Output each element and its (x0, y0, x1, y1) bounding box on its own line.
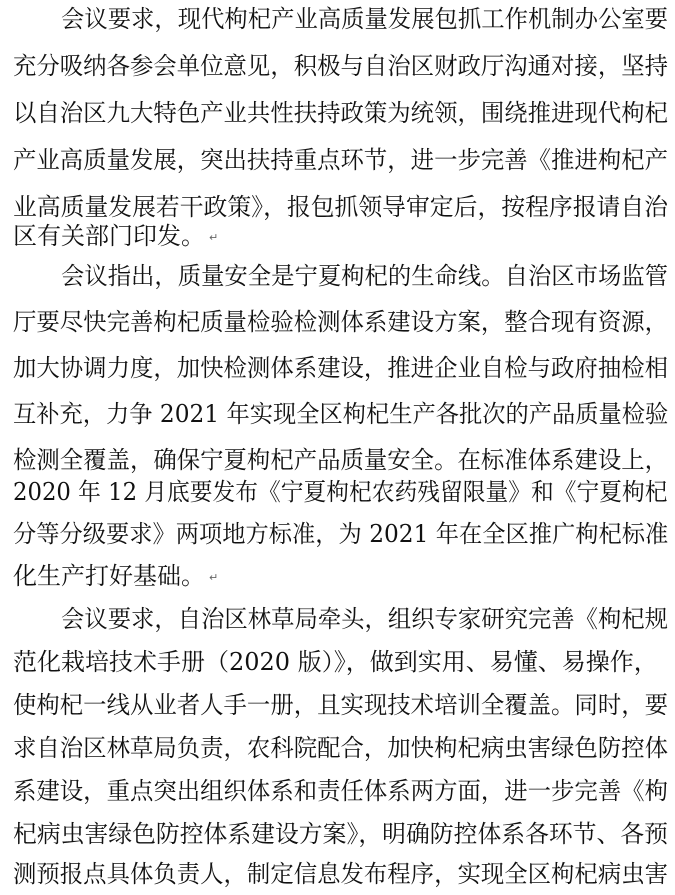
paragraph-1-line-3: 以自治区九大特色产业共性扶持政策为统领，围绕推进现代枸杞 (13, 99, 668, 127)
paragraph-1-line-2: 充分吸纳各参会单位意见，积极与自治区财政厅沟通对接，坚持 (13, 52, 668, 80)
paragraph-3-line-1: 会议要求，自治区林草局牵头，组织专家研究完善《枸杞规 (61, 605, 669, 633)
paragraph-1-line-6 (13, 220, 668, 252)
paragraph-end-mark: ↵ (209, 570, 219, 584)
paragraph-1-line-5: 业高质量发展若干政策》，报包抓领导审定后，按程序报请自治 (13, 193, 668, 221)
paragraph-3-line-7: 测预报点具体负责人，制定信息发布程序，实现全区枸杞病虫害 (13, 860, 668, 888)
paragraph-1-line-1: 会议要求，现代枸杞产业高质量发展包抓工作机制办公室要 (61, 5, 669, 33)
paragraph-2-line-3: 加大协调力度，加快检测体系建设，推进企业自检与政府抽检相 (13, 354, 668, 382)
paragraph-2-line-5: 检测全覆盖，确保宁夏枸杞产品质量安全。在标准体系建设上， (13, 446, 668, 474)
paragraph-3-line-4: 求自治区林草局负责，农科院配合，加快枸杞病虫害绿色防控体 (13, 734, 668, 762)
paragraph-3-line-6: 杞病虫害绿色防控体系建设方案》，明确防控体系各环节、各预 (13, 820, 668, 848)
paragraph-3-line-3: 使枸杞一线从业者人手一册，且实现技术培训全覆盖。同时，要 (13, 691, 668, 719)
paragraph-2-line-6: 2020 年 12 月底要发布《宁夏枸杞农药残留限量》和《宁夏枸杞 (13, 478, 668, 506)
paragraph-2-line-2: 厅要尽快完善枸杞质量检验检测体系建设方案，整合现有资源， (13, 308, 668, 336)
paragraph-2-line-4: 互补充，力争 2021 年实现全区枸杞生产各批次的产品质量检验 (13, 400, 669, 428)
paragraph-3-line-2: 范化栽培技术手册（2020 版）》，做到实用、易懂、易操作， (13, 648, 658, 676)
paragraph-2-line-8 (13, 560, 668, 592)
paragraph-1-line-4: 产业高质量发展，突出扶持重点环节，进一步完善《推进枸杞产 (13, 146, 668, 174)
paragraph-2-line-7: 分等分级要求》两项地方标准，为 2021 年在全区推广枸杞标准 (13, 520, 669, 548)
paragraph-2-line-1: 会议指出，质量安全是宁夏枸杞的生命线。自治区市场监管 (61, 262, 669, 290)
paragraph-end-mark: ↵ (209, 230, 219, 244)
paragraph-3-line-5: 系建设，重点突出组织体系和责任体系两方面，进一步完善《枸 (13, 777, 668, 805)
paragraph-2-line-8-text: 化生产打好基础。 (13, 562, 205, 590)
paragraph-1-line-6-text: 区有关部门印发。 (13, 222, 205, 250)
